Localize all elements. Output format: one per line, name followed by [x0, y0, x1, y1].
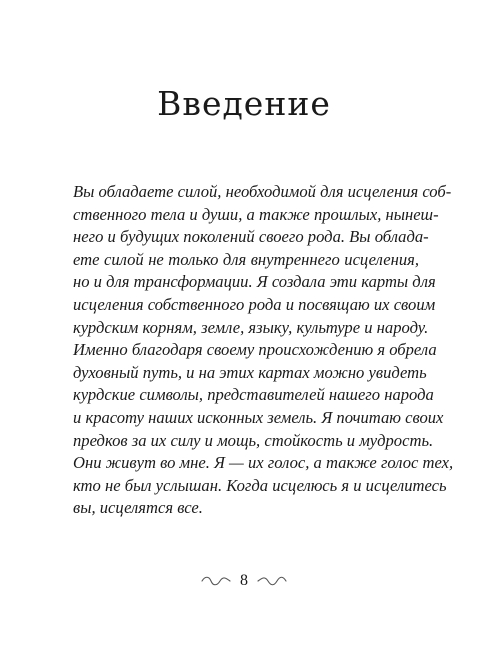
paragraph-line: ственного тела и души, а также прошлых, нынеш-	[73, 204, 439, 224]
paragraph-line: исцеления собственного рода и посвящаю их своим	[73, 294, 436, 314]
paragraph-line: него и будущих поколений своего рода. Вы облада-	[73, 227, 429, 247]
paragraph-line: кто не был услышан. Когда исцелюсь я и исцелитесь	[73, 475, 447, 495]
paragraph-line: ете силой не только для внутреннего исцеления,	[73, 249, 419, 269]
paragraph-line: курдским корням, земле, языку, культуре и народу.	[73, 317, 429, 337]
paragraph-line: курдские символы, представителей нашего народа	[73, 385, 434, 405]
paragraph-line: но и для трансформации. Я создала эти карты для	[73, 272, 436, 292]
page-number: 8	[240, 572, 248, 589]
paragraph-line: предков за их силу и мощь, стойкость и мудрость.	[73, 430, 434, 450]
paragraph-line: духовный путь, и на этих картах можно увидеть	[73, 362, 427, 382]
swash-right-icon	[257, 575, 287, 587]
paragraph-line: Они живут во мне. Я — их голос, а также голос тех,	[73, 453, 454, 473]
paragraph-line: Вы обладаете силой, необходимой для исцеления соб-	[73, 182, 452, 201]
swash-left-icon	[201, 575, 231, 587]
paragraph-line: вы, исцелятся все.	[73, 498, 203, 518]
paragraph-line: Именно благодаря своему происхождению я обрела	[73, 340, 437, 360]
body-paragraph	[73, 181, 454, 520]
chapter-title: Введение	[157, 84, 331, 123]
page-footer	[0, 570, 488, 592]
paragraph-line: и красоту наших исконных земель. Я почитаю своих	[73, 407, 444, 427]
